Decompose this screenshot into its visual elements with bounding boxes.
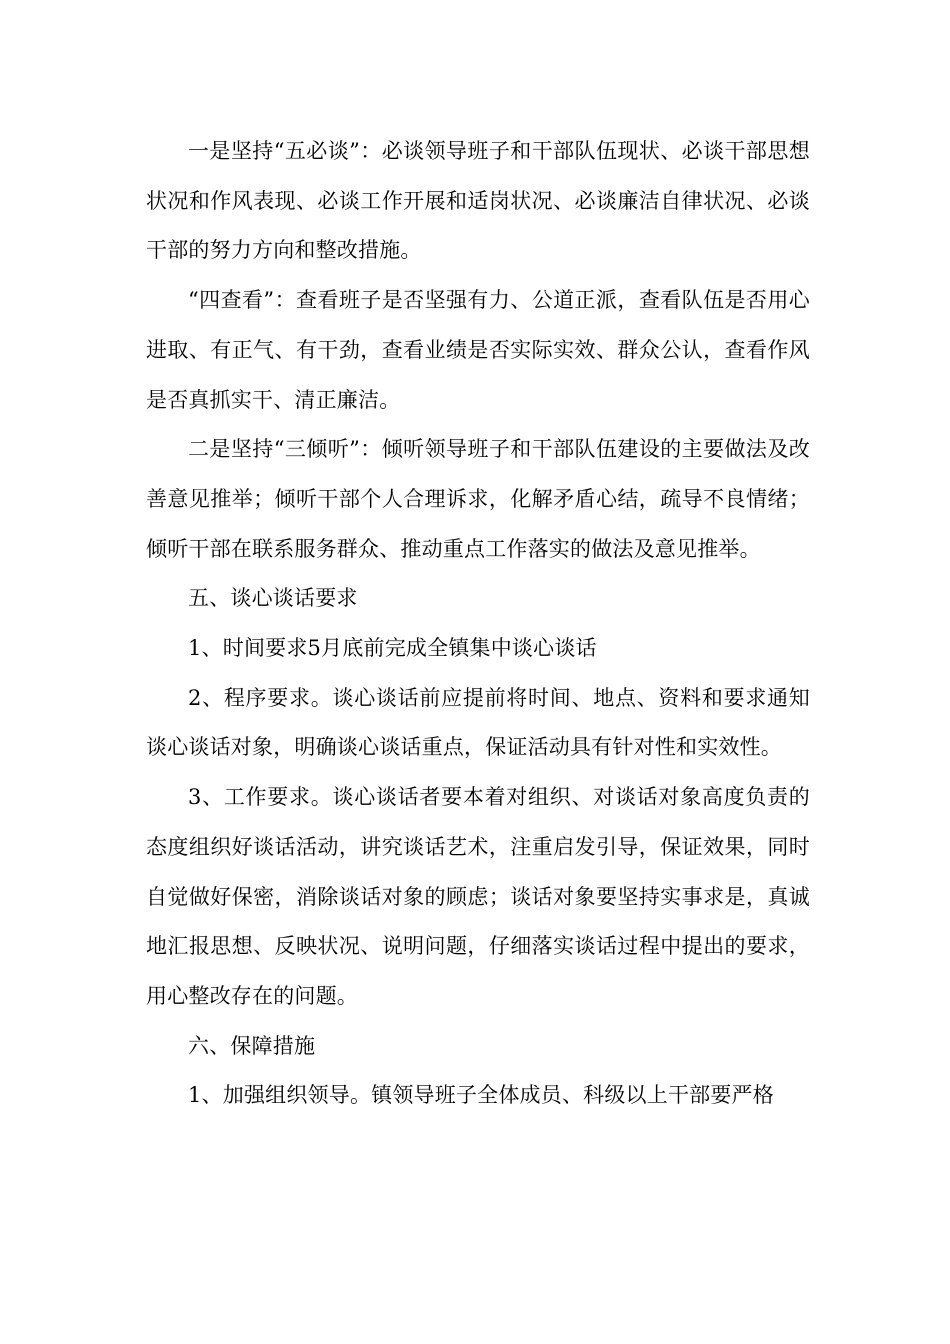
paragraph-organization-leadership: 1、加强组织领导。镇领导班子全体成员、科级以上干部要严格 bbox=[188, 1083, 774, 1108]
paragraph-procedure-requirement: 2、程序要求。谈心谈话前应提前将时间、地点、资料和要求通知谈心谈话对象，明确谈心谈话重点，保证活动具有针对性和实效性。 bbox=[146, 685, 810, 760]
section-heading-safeguards: 六、保障措施 bbox=[188, 1033, 316, 1058]
document-page bbox=[146, 127, 810, 1121]
section-heading-requirements: 五、谈心谈话要求 bbox=[188, 586, 358, 611]
paragraph-five-must-talks: 一是坚持“五必谈”：必谈领导班子和干部队伍现状、必谈干部思想状况和作风表现、必谈工作开展和适岗状况、必谈廉洁自律状况、必谈干部的努力方向和整改措施。 bbox=[146, 139, 810, 263]
paragraph-four-inspections: “四查看”：查看班子是否坚强有力、公道正派，查看队伍是否用心进取、有正气、有干劲，查看业绩是否实际实效、群众公认，查看作风是否真抓实干、清正廉洁。 bbox=[146, 288, 810, 412]
paragraph-time-requirement: 1、时间要求5月底前完成全镇集中谈心谈话 bbox=[188, 636, 597, 661]
paragraph-work-requirement: 3、工作要求。谈心谈话者要本着对组织、对谈话对象高度负责的态度组织好谈话活动，讲究谈话艺术，注重启发引导，保证效果，同时自觉做好保密，消除谈话对象的顾虑；谈话对象要坚持实事求是，真诚地汇报思想、反映状况、说明问题，仔细落实谈话过程中提出的要求，用心整改存在的问题。 bbox=[146, 785, 810, 1008]
paragraph-three-listenings: 二是坚持“三倾听”：倾听领导班子和干部队伍建设的主要做法及改善意见推举；倾听干部个人合理诉求，化解矛盾心结，疏导不良情绪；倾听干部在联系服务群众、推动重点工作落实的做法及意见推举。 bbox=[146, 437, 810, 561]
